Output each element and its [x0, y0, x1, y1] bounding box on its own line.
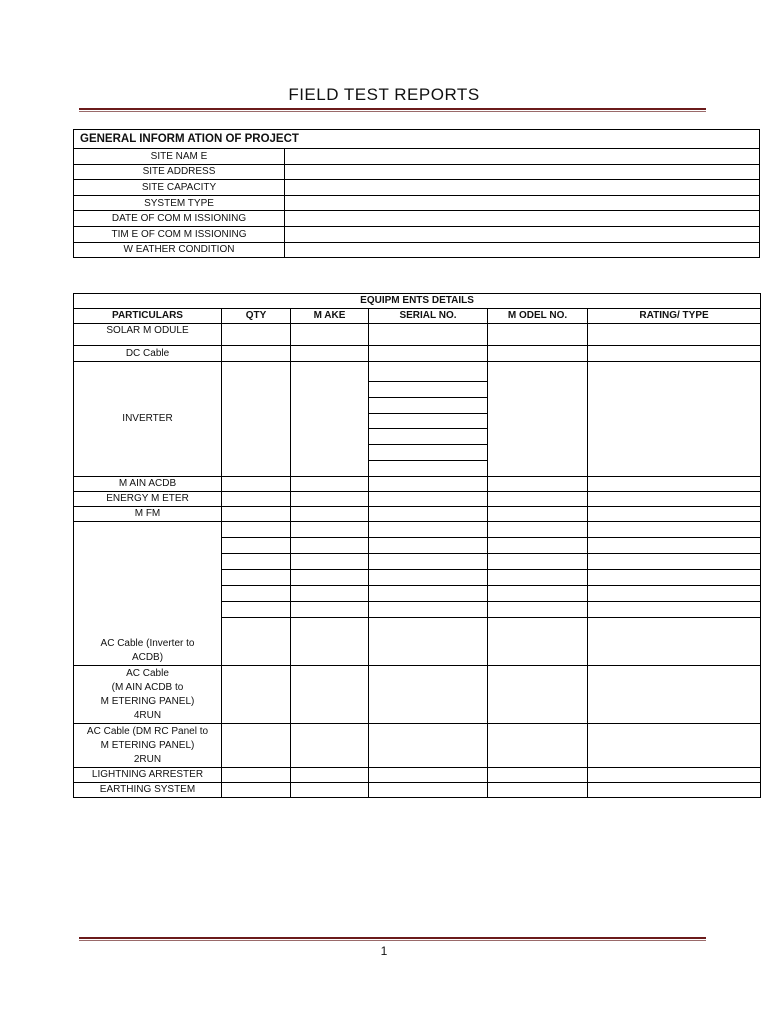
- main-acdb-label: M AIN ACDB: [74, 477, 222, 492]
- cell[interactable]: [588, 492, 761, 507]
- cell[interactable]: [369, 602, 488, 618]
- cell[interactable]: [588, 618, 761, 666]
- cell[interactable]: [369, 783, 488, 798]
- cell[interactable]: [291, 507, 369, 522]
- cell[interactable]: [222, 554, 291, 570]
- cell[interactable]: [588, 538, 761, 554]
- cell[interactable]: [222, 346, 291, 362]
- cell[interactable]: [222, 522, 291, 538]
- cell[interactable]: [588, 570, 761, 586]
- cell[interactable]: [291, 724, 369, 768]
- cell[interactable]: [488, 570, 588, 586]
- cell[interactable]: [588, 324, 761, 346]
- ac-cable-main-acdb-label: [74, 666, 222, 724]
- cell[interactable]: [488, 586, 588, 602]
- cell[interactable]: [369, 570, 488, 586]
- earthing-system-label: EARTHING SYSTEM: [74, 783, 222, 798]
- cell[interactable]: [488, 346, 588, 362]
- site-name-field[interactable]: [285, 149, 760, 165]
- ac-cable-main-line-3: M ETERING PANEL): [100, 695, 195, 707]
- cell[interactable]: [588, 362, 761, 477]
- weather-condition-label: W EATHER CONDITION: [74, 242, 285, 258]
- cell[interactable]: [588, 522, 761, 538]
- cell[interactable]: [222, 618, 291, 666]
- header-rule: [79, 108, 706, 112]
- site-name-label: SITE NAM E: [74, 149, 285, 165]
- cell[interactable]: [291, 324, 369, 346]
- cell[interactable]: [588, 602, 761, 618]
- cell[interactable]: [222, 602, 291, 618]
- ac-cable-inverter-label: [74, 522, 222, 666]
- cell[interactable]: [488, 522, 588, 538]
- cell[interactable]: [588, 768, 761, 783]
- cell[interactable]: [291, 346, 369, 362]
- cell[interactable]: [222, 492, 291, 507]
- col-particulars: PARTICULARS: [74, 309, 222, 324]
- cell[interactable]: [588, 783, 761, 798]
- cell[interactable]: [588, 724, 761, 768]
- cell[interactable]: [369, 666, 488, 724]
- cell[interactable]: [222, 507, 291, 522]
- date-of-commissioning-field[interactable]: [285, 211, 760, 227]
- cell[interactable]: [588, 666, 761, 724]
- date-of-commissioning-label: DATE OF COM M ISSIONING: [74, 211, 285, 227]
- system-type-label: SYSTEM TYPE: [74, 195, 285, 211]
- cell[interactable]: [291, 554, 369, 570]
- cell[interactable]: [588, 507, 761, 522]
- site-capacity-label: SITE CAPACITY: [74, 180, 285, 196]
- col-rating-type: RATING/ TYPE: [588, 309, 761, 324]
- cell[interactable]: [588, 586, 761, 602]
- cell[interactable]: [369, 768, 488, 783]
- cell[interactable]: [488, 602, 588, 618]
- ac-cable-inverter-line-1: AC Cable (Inverter to: [100, 638, 195, 649]
- cell[interactable]: [291, 783, 369, 798]
- equipment-heading: EQUIPM ENTS DETAILS: [74, 294, 761, 309]
- time-of-commissioning-field[interactable]: [285, 226, 760, 242]
- equipment-details-table: [73, 293, 761, 798]
- col-serial-no: SERIAL NO.: [369, 309, 488, 324]
- ac-cable-main-line-4: 4RUN: [133, 709, 162, 721]
- cell[interactable]: [488, 768, 588, 783]
- cell[interactable]: [369, 554, 488, 570]
- col-make: M AKE: [291, 309, 369, 324]
- page-title: FIELD TEST REPORTS: [288, 85, 480, 104]
- inverter-label: INVERTER: [74, 362, 222, 477]
- site-address-label: SITE ADDRESS: [74, 164, 285, 180]
- cell[interactable]: [488, 507, 588, 522]
- cell[interactable]: [369, 507, 488, 522]
- cell[interactable]: [291, 362, 369, 477]
- col-model-no: M ODEL NO.: [488, 309, 588, 324]
- cell[interactable]: [291, 522, 369, 538]
- ac-cable-inverter-line-2: ACDB): [131, 652, 164, 663]
- cell[interactable]: [488, 666, 588, 724]
- serial-cell[interactable]: [369, 362, 488, 382]
- cell[interactable]: [488, 724, 588, 768]
- site-capacity-field[interactable]: [285, 180, 760, 196]
- cell[interactable]: [369, 522, 488, 538]
- mfm-label: M FM: [74, 507, 222, 522]
- cell[interactable]: [488, 554, 588, 570]
- cell[interactable]: [222, 477, 291, 492]
- cell[interactable]: [291, 492, 369, 507]
- cell[interactable]: [488, 362, 588, 477]
- serial-cell[interactable]: [369, 461, 488, 477]
- cell[interactable]: [291, 602, 369, 618]
- site-address-field[interactable]: [285, 164, 760, 180]
- cell[interactable]: [291, 666, 369, 724]
- cell[interactable]: [222, 783, 291, 798]
- cell[interactable]: [291, 570, 369, 586]
- serial-cell[interactable]: [369, 398, 488, 414]
- cell[interactable]: [369, 724, 488, 768]
- system-type-field[interactable]: [285, 195, 760, 211]
- cell[interactable]: [488, 783, 588, 798]
- cell[interactable]: [222, 538, 291, 554]
- ac-cable-dmrc-line-2: M ETERING PANEL): [100, 739, 195, 751]
- cell[interactable]: [369, 324, 488, 346]
- cell[interactable]: [291, 618, 369, 666]
- cell[interactable]: [222, 768, 291, 783]
- dc-cable-label: DC Cable: [74, 346, 222, 362]
- cell[interactable]: [222, 324, 291, 346]
- ac-cable-dmrc-label: [74, 724, 222, 768]
- cell[interactable]: [222, 586, 291, 602]
- cell[interactable]: [488, 477, 588, 492]
- serial-cell[interactable]: [369, 429, 488, 445]
- cell[interactable]: [369, 586, 488, 602]
- cell[interactable]: [369, 618, 488, 666]
- cell[interactable]: [588, 346, 761, 362]
- cell[interactable]: [222, 666, 291, 724]
- cell[interactable]: [369, 346, 488, 362]
- ac-cable-dmrc-line-1: AC Cable (DM RC Panel to: [86, 725, 209, 737]
- page-number: 1: [380, 944, 388, 958]
- cell[interactable]: [222, 570, 291, 586]
- cell[interactable]: [588, 554, 761, 570]
- ac-cable-dmrc-line-3: 2RUN: [133, 753, 162, 765]
- energy-meter-label: ENERGY M ETER: [74, 492, 222, 507]
- ac-cable-main-line-1: AC Cable: [126, 667, 169, 679]
- time-of-commissioning-label: TIM E OF COM M ISSIONING: [74, 226, 285, 242]
- cell[interactable]: [291, 538, 369, 554]
- cell[interactable]: [488, 492, 588, 507]
- cell[interactable]: [369, 492, 488, 507]
- cell[interactable]: [222, 724, 291, 768]
- general-information-table: [73, 129, 760, 258]
- lightning-arrester-label: LIGHTNING ARRESTER: [74, 768, 222, 783]
- cell[interactable]: [369, 538, 488, 554]
- col-qty: QTY: [222, 309, 291, 324]
- serial-cell[interactable]: [369, 445, 488, 461]
- cell[interactable]: [369, 477, 488, 492]
- general-information-heading: GENERAL INFORM ATION OF PROJECT: [74, 130, 760, 149]
- serial-cell[interactable]: [369, 414, 488, 429]
- cell[interactable]: [291, 768, 369, 783]
- solar-module-label: SOLAR M ODULE: [74, 324, 222, 346]
- serial-cell[interactable]: [369, 382, 488, 398]
- cell[interactable]: [488, 618, 588, 666]
- cell[interactable]: [488, 538, 588, 554]
- cell[interactable]: [291, 477, 369, 492]
- cell[interactable]: [291, 586, 369, 602]
- cell[interactable]: [222, 362, 291, 477]
- cell[interactable]: [488, 324, 588, 346]
- cell[interactable]: [588, 477, 761, 492]
- weather-condition-field[interactable]: [285, 242, 760, 258]
- ac-cable-main-line-2: (M AIN ACDB to: [111, 681, 184, 693]
- footer-rule: [79, 937, 706, 941]
